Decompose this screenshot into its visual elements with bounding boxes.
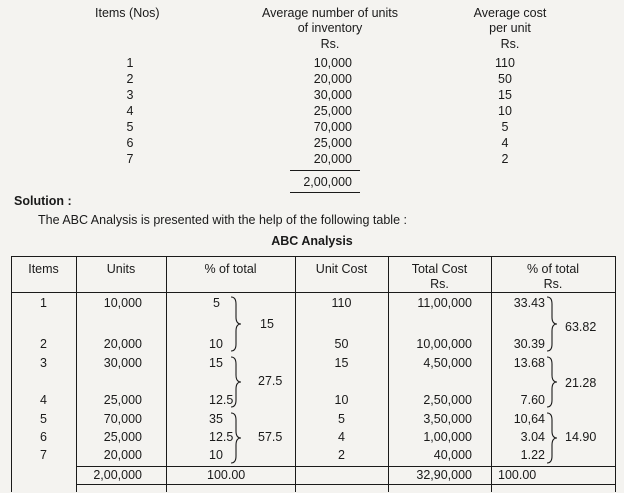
abc-row-pct2: 13.68 <box>513 356 545 370</box>
abc-row-pct2: 33.43 <box>513 296 545 310</box>
top-total-rule-lower <box>290 192 360 193</box>
top-row-cost: 110 <box>495 56 515 70</box>
top-row-cost: 2 <box>501 152 509 166</box>
header-units-line1: Average number of units <box>262 6 398 20</box>
table-top-border <box>11 256 615 257</box>
abc-row-item: 3 <box>40 356 47 370</box>
col-divider <box>491 256 492 492</box>
abc-row-item: 7 <box>40 448 47 462</box>
totals-bottom-border <box>76 484 615 485</box>
top-row-units: 10,000 <box>313 56 352 70</box>
group-b-pct: 27.5 <box>258 374 283 388</box>
abc-row-unit-cost: 15 <box>334 356 349 370</box>
abc-title: ABC Analysis <box>271 234 353 248</box>
col-header-items: Items <box>28 262 59 276</box>
abc-row-item: 1 <box>40 296 47 310</box>
col-header-pct2-rs: Rs. <box>543 277 563 291</box>
abc-row-units: 20,000 <box>103 448 142 462</box>
abc-row-units: 25,000 <box>103 430 142 444</box>
abc-row-units: 20,000 <box>103 337 142 351</box>
brace-cost-group-a <box>546 296 558 352</box>
top-row-cost: 15 <box>498 88 512 102</box>
total-cost: 32,90,000 <box>416 468 472 482</box>
col-header-unit-cost: Unit Cost <box>315 262 368 276</box>
abc-row-unit-cost: 4 <box>338 430 345 444</box>
abc-row-units: 30,000 <box>103 356 142 370</box>
top-row-item: 4 <box>126 104 134 118</box>
abc-row-units: 10,000 <box>103 296 142 310</box>
abc-row-pct: 12.5 <box>209 430 234 444</box>
abc-row-item: 6 <box>40 430 47 444</box>
top-row-item: 7 <box>126 152 134 166</box>
abc-row-unit-cost: 5 <box>338 412 345 426</box>
abc-row-unit-cost: 10 <box>334 393 349 407</box>
top-row-units: 20,000 <box>313 72 352 86</box>
top-row-units: 20,000 <box>313 152 352 166</box>
top-row-cost: 50 <box>498 72 512 86</box>
total-pct: 100.00 <box>207 468 246 482</box>
abc-row-unit-cost: 2 <box>338 448 345 462</box>
col-divider <box>388 256 389 492</box>
abc-row-total-cost: 11,00,000 <box>417 296 472 310</box>
group-a-pct: 15 <box>260 317 274 331</box>
top-row-item: 3 <box>126 88 134 102</box>
abc-row-pct2: 7.60 <box>520 393 545 407</box>
abc-row-total-cost: 3,50,000 <box>423 412 472 426</box>
abc-row-item: 4 <box>40 393 47 407</box>
brace-group-c <box>230 412 242 464</box>
abc-row-pct: 35 <box>209 412 223 426</box>
col-header-total-cost: Total Cost <box>411 262 468 276</box>
abc-row-pct2: 30.39 <box>513 337 545 351</box>
col-divider <box>615 256 616 492</box>
brace-group-b <box>230 356 242 408</box>
abc-row-units: 70,000 <box>103 412 142 426</box>
solution-heading: Solution : <box>14 194 72 208</box>
abc-row-units: 25,000 <box>103 393 142 407</box>
abc-row-unit-cost: 50 <box>334 337 349 351</box>
brace-cost-group-c <box>546 412 558 464</box>
top-row-cost: 10 <box>498 104 512 118</box>
abc-row-pct2: 10,64 <box>513 412 545 426</box>
brace-group-a <box>230 296 242 352</box>
group-c-pct: 57.5 <box>258 430 283 444</box>
abc-row-total-cost: 1,00,000 <box>423 430 472 444</box>
brace-cost-group-b <box>546 356 558 408</box>
col-header-units: Units <box>106 262 136 276</box>
group-a-cost-pct: 63.82 <box>565 320 597 334</box>
top-row-item: 5 <box>126 120 134 134</box>
col-divider <box>76 256 77 492</box>
top-row-units: 25,000 <box>313 104 352 118</box>
col-divider <box>166 256 167 492</box>
total-pct2: 100.00 <box>498 468 537 482</box>
top-row-units: 30,000 <box>313 88 352 102</box>
abc-row-item: 2 <box>40 337 47 351</box>
header-cost-line2: per unit <box>489 21 531 35</box>
header-units-line3: Rs. <box>320 37 340 51</box>
abc-row-total-cost: 4,50,000 <box>423 356 472 370</box>
abc-row-unit-cost: 110 <box>331 296 352 310</box>
top-total-rule-upper <box>290 170 360 171</box>
abc-row-pct2: 3.04 <box>520 430 545 444</box>
top-row-cost: 4 <box>501 136 509 150</box>
intro-text: The ABC Analysis is presented with the help of the following table : <box>38 213 407 227</box>
total-units: 2,00,000 <box>93 468 142 482</box>
col-header-pct2: % of total <box>526 262 580 276</box>
top-total-units: 2,00,000 <box>303 175 352 189</box>
abc-row-total-cost: 40,000 <box>433 448 472 462</box>
abc-row-pct: 12.5 <box>209 393 234 407</box>
abc-row-item: 5 <box>40 412 47 426</box>
header-cost-line1: Average cost <box>473 6 547 20</box>
top-row-cost: 5 <box>501 120 509 134</box>
col-header-total-cost-rs: Rs. <box>430 277 449 291</box>
group-c-cost-pct: 14.90 <box>565 430 597 444</box>
totals-top-border <box>76 466 615 467</box>
header-units-line2: of inventory <box>297 21 363 35</box>
abc-row-pct: 10 <box>209 337 223 351</box>
abc-row-total-cost: 2,50,000 <box>423 393 472 407</box>
abc-row-pct2: 1.22 <box>520 448 545 462</box>
abc-row-pct: 5 <box>213 296 220 310</box>
header-cost-line3: Rs. <box>500 37 520 51</box>
header-bottom-border <box>11 292 615 293</box>
header-items: Items (Nos) <box>95 6 160 20</box>
top-row-item: 1 <box>126 56 134 70</box>
top-row-units: 25,000 <box>313 136 352 150</box>
abc-row-total-cost: 10,00,000 <box>416 337 472 351</box>
col-header-pct: % of total <box>204 262 257 276</box>
top-row-units: 70,000 <box>313 120 352 134</box>
top-row-item: 6 <box>126 136 134 150</box>
group-b-cost-pct: 21.28 <box>565 376 597 390</box>
abc-row-pct: 15 <box>209 356 223 370</box>
top-row-item: 2 <box>126 72 134 86</box>
abc-row-pct: 10 <box>209 448 223 462</box>
